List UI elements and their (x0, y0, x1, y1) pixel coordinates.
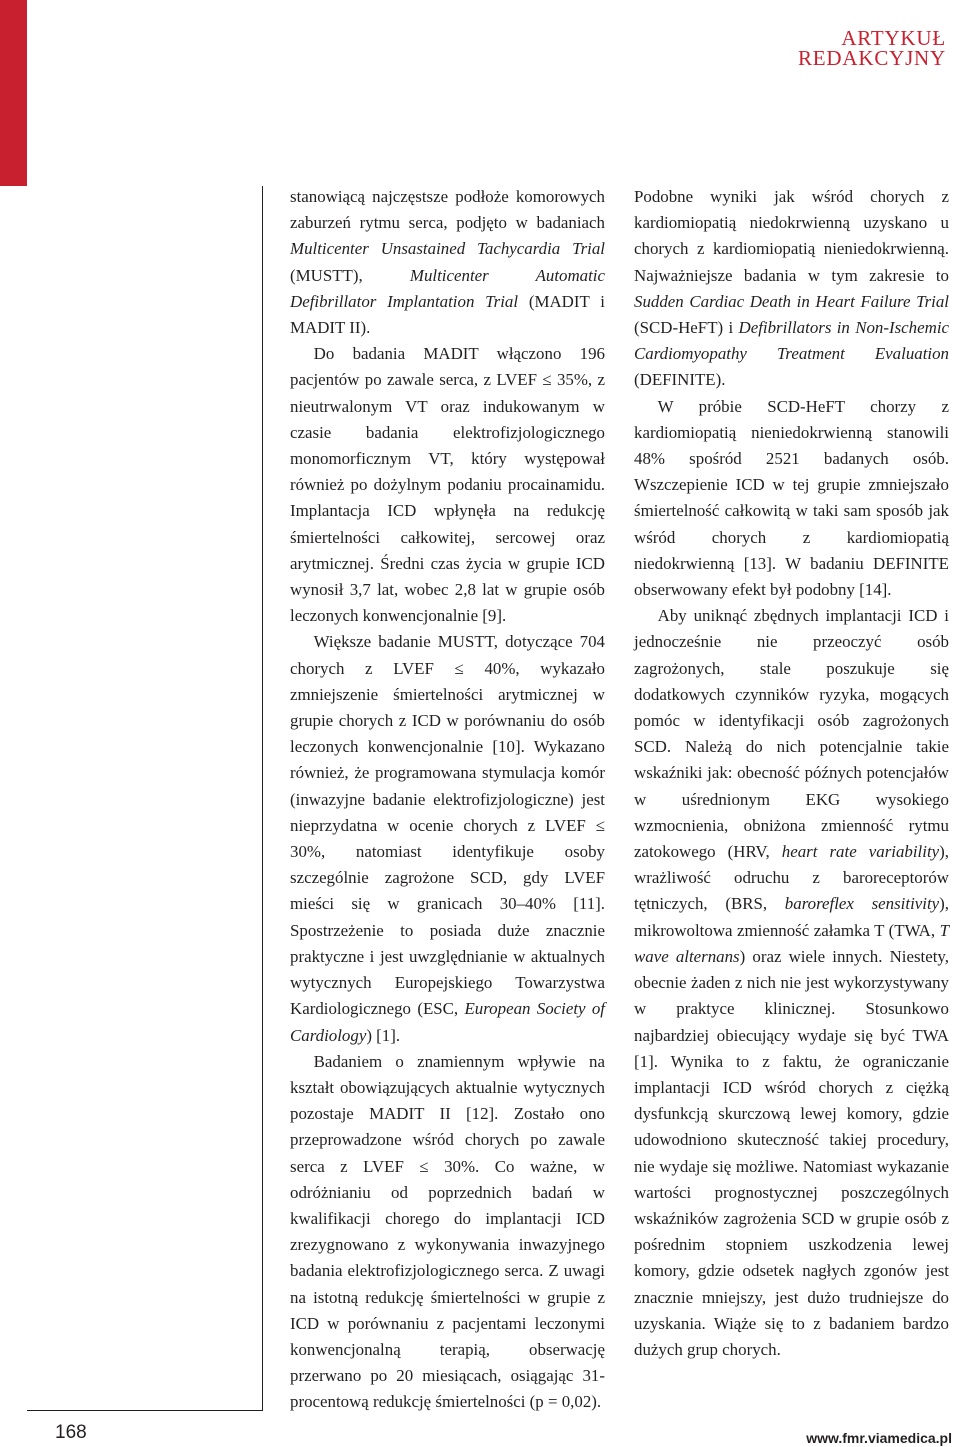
paragraph-nonischemic: Podobne wyniki jak wśród chorych z kardiomiopatią niedokrwienną uzyskano u chorych z kardiomiopatią nieniedokrwienną. Najważniejsze badania w tym zakresie to Sudden Cardiac Death in Heart Failure Trial (SCD-HeFT) i Defibrillators in Non-Ischemic Cardiomyopathy Treatment Evaluation (DEFINITE). (634, 187, 950, 390)
section-label-line1: ARTYKUŁ (841, 26, 946, 50)
paragraph-madit: Do badania MADIT włączono 196 pacjentów po zawale serca, z LVEF ≤ 35%, z nieutrwalonym VT oraz indukowanym w czasie badania elektrofizjologicznego monomorficznym VT, który występował również po dożylnym podaniu procainamidu. Implantacja ICD wpłynęła na redukcję śmiertelności całkowitej, sercowej oraz arytmicznej. Średni czas życia w grupie ICD wynosił 3,7 lat, wobec 2,8 lat w grupie osób leczonych konwencjonalnie [9]. (290, 344, 605, 626)
horizontal-rule (27, 1410, 263, 1411)
page-number: 168 (55, 1422, 87, 1443)
text-column-left (290, 184, 605, 1416)
red-accent-bar (0, 0, 27, 186)
section-label (798, 28, 946, 68)
text-column-right (634, 184, 949, 1363)
section-label-line2: REDAKCYJNY (797, 46, 946, 70)
vertical-rule (262, 186, 263, 1410)
paragraph-risk-factors: Aby uniknąć zbędnych implantacji ICD i jednocześnie nie przeoczyć osób zagrożonych, stale poszukuje się dodatkowych czynników ryzyka, mogących pomóc w identyfikacji osób zagrożonych SCD. Należą do nich potencjalnie takie wskaźniki jak: obecność późnych potencjałów w uśrednionym EKG wysokiego wzmocnienia, obniżona zmienność rytmu zatokowego (HRV, heart rate variability), wrażliwość odruchu z baroreceptorów tętniczych, (BRS, baroreflex sensitivity), mikrowoltowa zmienność załamka T (TWA, T wave alternans) oraz wiele innych. Niestety, obecnie żaden z nich nie jest wykorzystywany w praktyce klinicznej. Stosunkowo najbardziej obiecujący wydaje się być TWA [1]. Wynika to z faktu, że ograniczanie implantacji ICD wśród chorych z ciężką dysfunkcją skurczową lewej komory, gdzie udowodniono skuteczność takiej procedury, nie wydaje się możliwe. Natomiast wykazanie wartości prognostycznej poszczególnych wskaźników zagrożenia SCD w grupie osób z pośrednim stopniem uszkodzenia lewej komory, gdzie odsetek nagłych zgonów jest znacznie mniejszy, jest dużo trudniejsze do uzyskania. Wiąże się to z badaniem bardzo dużych grup chorych. (634, 606, 950, 1359)
paragraph-continuation: stanowiącą najczęstsze podłoże komorowych zaburzeń rytmu serca, podjęto w badaniach Multicenter Unsastained Tachycardia Trial (MUSTT), Multicenter Automatic Defibrillator Implantation Trial (MADIT i MADIT II). (290, 187, 605, 338)
paragraph-scd-heft: W próbie SCD-HeFT chorzy z kardiomiopatią nieniedokrwienną stanowili 48% spośród 2521 badanych osób. Wszczepienie ICD w tej grupie zmniejszało śmiertelność całkowitą w taki sam sposób jak wśród chorych z kardiomiopatią niedokrwienną [13]. W badaniu DEFINITE obserwowany efekt był podobny [14]. (634, 396, 949, 600)
paragraph-madit-ii: Badaniem o znamiennym wpływie na kształt obowiązujących aktualnie wytycznych pozostaje MADIT II [12]. Zostało ono przeprowadzone wśród chorych po zawale serca z LVEF ≤ 30%. Co ważne, w odróżnianiu od poprzednich badań w kwalifikacji chorego do implantacji ICD zrezygnowano z wykonywania inwazyjnego badania elektrofizjologicznego serca. Z uwagi na istotną redukcję śmiertelności w grupie z ICD w porównaniu z pacjentami leczonymi konwencjonalną terapią, obserwację przerwano po 20 miesiącach, osiągając 31-procentową redukcję śmiertelności (p = 0,02). (290, 1051, 605, 1412)
paragraph-mustt: Większe badanie MUSTT, dotyczące 704 chorych z LVEF ≤ 40%, wykazało zmniejszenie śmiertelności arytmicznej w grupie chorych z ICD w porównaniu do osób leczonych konwencjonalnie [10]. Wykazano również, że programowana stymulacja komór (inwazyjne badanie elektrofizjologiczne) jest nieprzydatna w ocenie chorych z LVEF ≤ 30%, natomiast identyfikuje osoby szczególnie zagrożone SCD, gdy LVEF mieści się w granicach 30–40% [11]. Spostrzeżenie to posiada duże znacznie praktyczne i jest uwzględnianie w aktualnych wytycznych Europejskiego Towarzystwa Kardiologicznego (ESC, European Society of Cardiology) [1]. (290, 632, 605, 1045)
journal-website: www.fmr.viamedica.pl (806, 1430, 952, 1446)
